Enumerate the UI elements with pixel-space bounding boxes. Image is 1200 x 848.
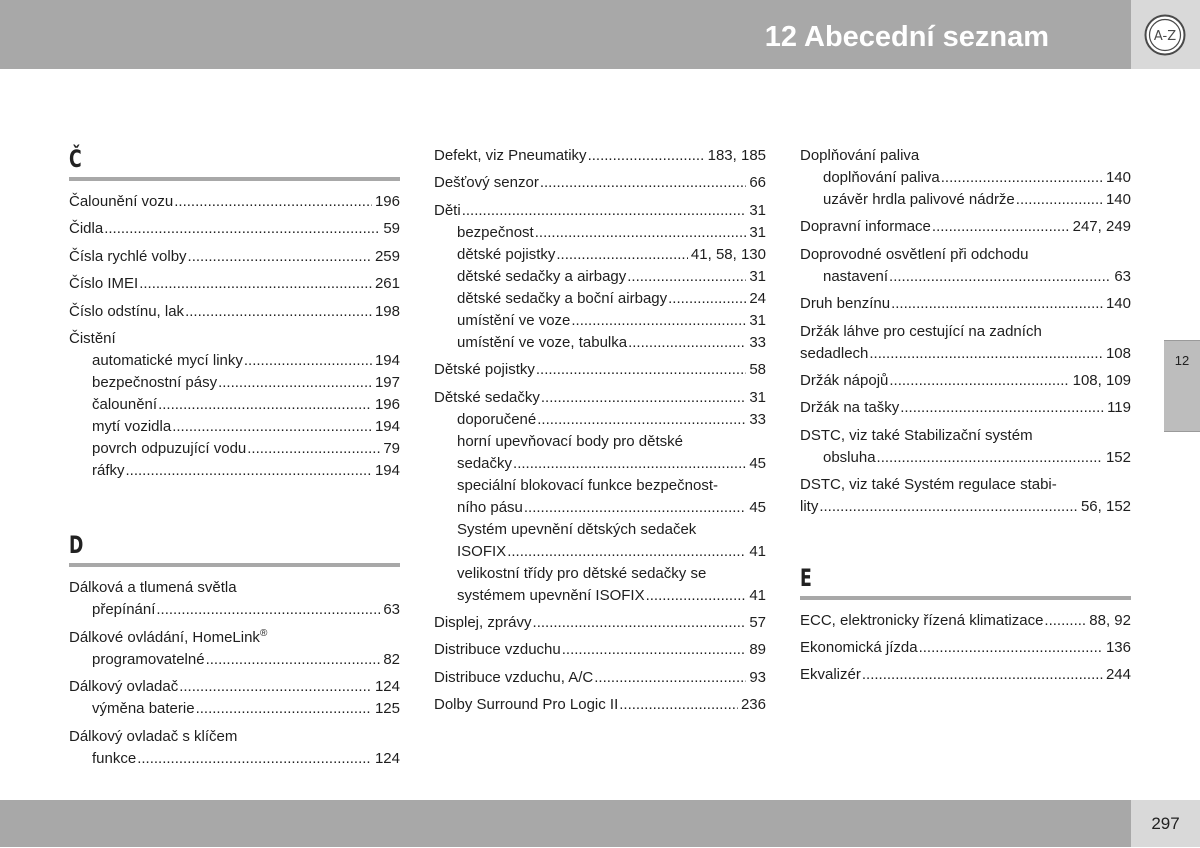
entry-title: Číslo odstínu, lak [69,302,185,320]
index-entry [434,200,766,354]
subentry-title: přepínání [92,601,156,619]
entry-page: 63 [1114,267,1131,285]
entry-page: 140 [1105,191,1131,208]
entry-page: 31 [749,388,766,406]
entry-title: Dopravní informace [800,218,931,236]
entry-page: 194 [374,461,400,479]
entry-page: 41, 58, 130 [690,245,766,263]
entry-title: Dětské sedačky [434,388,540,406]
index-column-2 [434,145,766,722]
entry-title: Dálková a tlumená světla [69,579,237,597]
index-entry [434,145,766,167]
index-entry [434,359,766,381]
entry-page: 198 [374,302,400,320]
entry-page: 31 [749,223,766,241]
entry-page: 45 [749,498,766,516]
entry-page: 41 [749,542,766,560]
entry-page: 93 [749,668,766,686]
index-entry [800,610,1131,632]
letter-heading-e: E [800,563,812,592]
subentry-title: systémem upevnění ISOFIX [457,586,645,604]
entry-page: 140 [1105,169,1131,186]
entry-page: 66 [749,174,766,192]
letter-rule [69,563,400,567]
entry-title: Držák láhve pro cestující na zadních [800,322,1042,340]
entry-page: 194 [374,417,400,435]
entry-title: Dolby Surround Pro Logic II [434,696,619,714]
letter-rule [69,177,400,181]
entry-title: Doprovodné osvětlení při odchodu [800,245,1029,263]
a-z-badge-text: A-Z [1153,29,1177,44]
index-entry [434,694,766,716]
entry-title: Distribuce vzduchu, A/C [434,668,594,686]
index-entry [800,244,1131,288]
entry-title: Číslo IMEI [69,275,139,293]
entry-page: 196 [374,395,400,413]
entry-title: Čidla [69,220,104,238]
letter-heading-d: D [69,531,84,560]
entry-title: Čalounění vozu [69,193,174,210]
entry-page: 259 [374,247,400,265]
entry-title: Držák na tašky [800,399,900,417]
entry-title: sedadlech [800,344,869,362]
subentry-title: mytí vozidla [92,417,172,435]
entry-title: Ekonomická jízda [800,638,918,656]
index-entry [69,218,400,240]
index-entry [69,191,400,213]
subentry-title: automatické mycí linky [92,351,243,369]
index-entry [434,612,766,634]
index-entry [800,474,1131,518]
index-entry [69,273,400,295]
entry-page: 58 [749,361,766,379]
index-entry [69,328,400,482]
entry-page: 79 [383,439,400,457]
index-entry [434,667,766,689]
index-entry [69,301,400,323]
subentry-title: povrch odpuzující vodu [92,439,247,457]
entry-page: 194 [374,351,400,369]
subentry-title: obsluha [823,448,876,466]
entry-page: 247, 249 [1072,218,1131,236]
subentry-title: ISOFIX [457,542,507,560]
subentry-title: ráfky [92,461,125,479]
index-entry [800,637,1131,659]
index-entry [434,639,766,661]
index-entry [69,627,400,671]
entry-page: 88, 92 [1089,611,1131,629]
letter-rule [800,596,1131,600]
entry-page: 183, 185 [707,147,766,164]
index-entry [434,387,766,607]
index-entry [800,425,1131,469]
entry-title: ECC, elektronicky řízená klimatizace [800,611,1044,629]
subentry-title: sedačky [457,454,513,472]
entry-page: 124 [374,749,400,767]
subentry-title: dětské sedačky a airbagy [457,267,627,285]
chapter-side-tab [1164,340,1200,432]
entry-page: 152 [1105,448,1131,466]
entry-title: Doplňování paliva [800,147,920,164]
index-entry [800,293,1131,315]
side-tab-label: 12 [1174,353,1190,368]
letter-heading-c: Č [69,145,82,173]
page-number: 297 [1151,814,1180,833]
subentry-title: výměna baterie [92,700,195,718]
entry-title: Displej, zprávy [434,613,532,631]
subentry-title: dětské sedačky a boční airbagy [457,289,668,307]
entry-page: 63 [383,601,400,619]
index-entry [800,370,1131,392]
subentry-title: umístění ve voze [457,311,571,329]
index-entry [69,726,400,770]
entry-page: 41 [749,586,766,604]
entry-page: 196 [374,193,400,210]
entry-page: 89 [749,641,766,659]
subentry-title: umístění ve voze, tabulka [457,333,628,351]
entry-title: Dálkový ovladač s klíčem [69,727,238,745]
entry-title: Držák nápojů [800,371,889,389]
subentry-title: nastavení [823,267,889,285]
index-entry [434,172,766,194]
entry-page: 24 [749,289,766,307]
subentry-title: velikostní třídy pro dětské sedačky se [457,564,707,582]
entry-page: 197 [374,373,400,391]
entry-title: Druh benzínu [800,295,891,313]
entry-page: 33 [749,333,766,351]
entry-title: lity [800,498,819,516]
header-band [0,0,1131,69]
entry-title: Dálkový ovladač [69,678,179,696]
entry-page: 125 [374,700,400,718]
entry-page: 57 [749,613,766,631]
index-entry [800,321,1131,365]
index-column-1 [69,145,400,775]
subentry-title: uzávěr hrdla palivové nádrže [823,191,1015,208]
index-entry [69,577,400,621]
entry-page: 56, 152 [1080,498,1131,516]
index-entry [800,397,1131,419]
entry-page: 244 [1105,666,1131,684]
entry-title: Dešťový senzor [434,174,539,192]
entry-page: 261 [374,275,400,293]
subentry-title: horní upevňovací body pro dětské [457,432,683,450]
subentry-title: bezpečnostní pásy [92,373,218,391]
entry-title: Defekt, viz Pneumatiky [434,147,587,164]
entry-page: 31 [749,311,766,329]
entry-title: Dálkové ovládání, HomeLink [69,628,260,646]
subentry-title: čalounění [92,395,158,413]
subentry-title: doplňování paliva [823,169,940,186]
subentry-title: bezpečnost [457,223,534,241]
index-entry [800,216,1131,238]
subentry-title: speciální blokovací funkce bezpečnost- [457,476,718,494]
entry-title: Čísla rychlé volby [69,247,187,265]
index-entry [69,676,400,720]
entry-page: 236 [740,696,766,714]
index-entry [800,664,1131,686]
registered-mark: ® [259,627,268,639]
entry-page: 59 [383,220,400,238]
entry-page: 108 [1105,344,1131,362]
a-z-index-icon [1144,14,1186,56]
subentry-title: doporučené [457,410,537,428]
entry-page: 136 [1105,638,1131,656]
entry-title: DSTC, viz také Systém regulace stabi- [800,476,1057,494]
subentry-title: ního pásu [457,498,523,516]
entry-page: 45 [749,454,766,472]
entry-page: 33 [749,410,766,428]
entry-title: Dětské pojistky [434,361,535,379]
subentry-title: Systém upevnění dětských sedaček [457,520,697,538]
entry-title: Ekvalizér [800,666,861,684]
subentry-title: funkce [92,749,137,767]
subentry-title: dětské pojistky [457,245,556,263]
subentry-title: programovatelné [92,650,205,668]
entry-page: 31 [749,267,766,285]
footer-band [0,800,1131,847]
chapter-title: 12 Abecední seznam [764,21,1049,53]
entry-title: Děti [434,201,461,219]
entry-title: Distribuce vzduchu [434,641,561,659]
entry-title: DSTC, viz také Stabilizační systém [800,426,1033,444]
entry-page: 31 [749,201,766,219]
entry-title: Čistění [69,329,116,347]
index-entry [800,145,1131,211]
entry-page: 124 [374,678,400,696]
entry-page: 82 [383,650,400,668]
entry-page: 108, 109 [1072,371,1131,389]
index-entry [69,246,400,268]
entry-page: 140 [1105,295,1131,313]
index-column-3 [800,145,1131,692]
entry-page: 119 [1107,399,1131,417]
